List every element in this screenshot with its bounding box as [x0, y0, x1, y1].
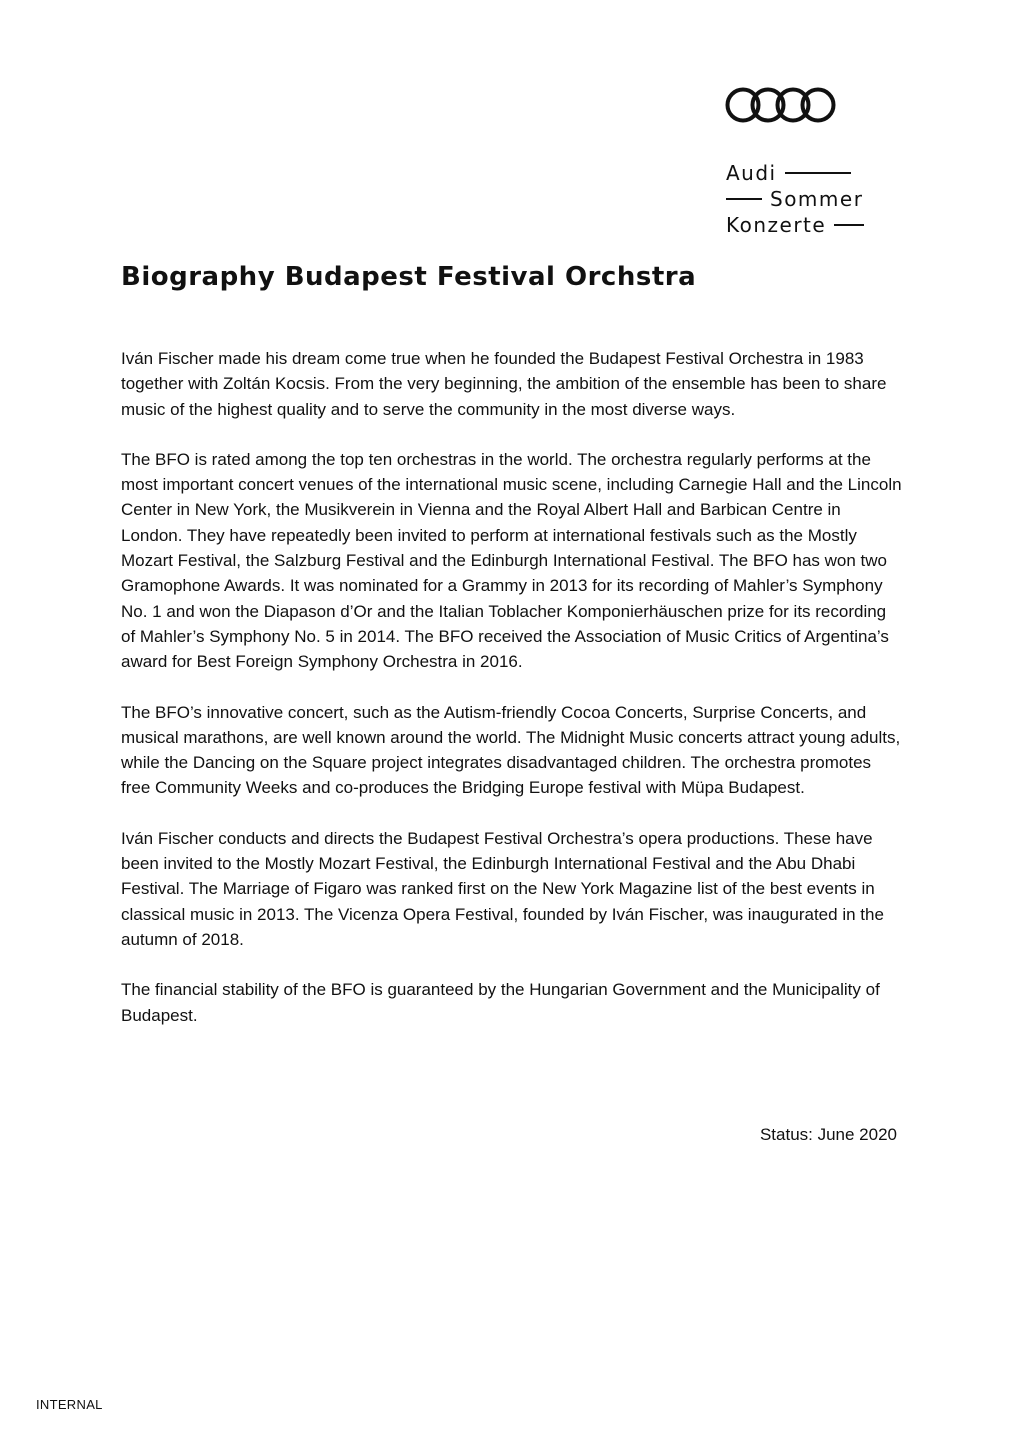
brand-word-konzerte: Konzerte	[726, 213, 827, 237]
brand-dash-1	[785, 172, 851, 174]
brand-wordmark	[726, 160, 906, 238]
paragraph-opera: Iván Fischer conducts and directs the Budapest Festival Orchestra’s opera productions. These have been invited to the Mostly Mozart Festival, the Edinburgh International Festival and the Abu Dhabi Festival. The Marriage of Figaro was ranked first on the New York Magazine list of the best events in classical music in 2013. The Vicenza Opera Festival, founded by Iván Fischer, was inaugurated in the autumn of 2018.	[121, 828, 884, 949]
brand-line-1	[726, 160, 906, 186]
brand-line-3	[726, 212, 906, 238]
brand-dash-2	[726, 198, 762, 200]
paragraph-ranking: The BFO is rated among the top ten orchestras in the world. The orchestra regularly performs at the most important concert venues of the international music scene, including Carnegie Hall and the Lincoln Center in New York, the Musikverein in Vienna and the Royal Albert Hall and Barbican Centre in London. They have repeatedly been invited to perform at international festivals such as the Mostly Mozart Festival, the Salzburg Festival and the Edinburgh International Festival. The BFO has won two Gramophone Awards. It was nominated for a Grammy in 2013 for its recording of Mahler’s Symphony No. 1 and won the Diapason d’Or and the Italian Toblacher Komponierhäuschen prize for its recording of Mahler’s Symphony No. 5 in 2014. The BFO received the Association of Music Critics of Argentina’s award for Best Foreign Symphony Orchestra in 2016.	[121, 449, 902, 672]
brand-dash-3	[834, 224, 864, 226]
classification-label: INTERNAL	[36, 1397, 103, 1412]
paragraph-innovative-concerts: The BFO’s innovative concert, such as the Autism-friendly Cocoa Concerts, Surprise Concerts, and musical marathons, are well known around the world. The Midnight Music concerts attract young adults, while the Dancing on the Square project integrates disadvantaged children. The orchestra promotes free Community Weeks and co-produces the Bridging Europe festival with Müpa Budapest.	[121, 702, 901, 798]
paragraph-funding: The financial stability of the BFO is guaranteed by the Hungarian Government and the Municipality of Budapest.	[121, 980, 880, 1025]
brand-word-audi: Audi	[726, 161, 777, 185]
biography-body	[121, 346, 905, 1053]
brand-line-2	[726, 186, 906, 212]
document-title: Biography Budapest Festival Orchstra	[121, 262, 697, 292]
brand-word-sommer: Sommer	[770, 187, 864, 211]
status-date: Status: June 2020	[759, 1125, 897, 1144]
audi-four-rings-icon	[724, 86, 838, 124]
paragraph-founding: Iván Fischer made his dream come true when he founded the Budapest Festival Orchestra in 1983 together with Zoltán Kocsis. From the very beginning, the ambition of the ensemble has been to share music of the highest quality and to serve the community in the most diverse ways.	[121, 349, 887, 419]
